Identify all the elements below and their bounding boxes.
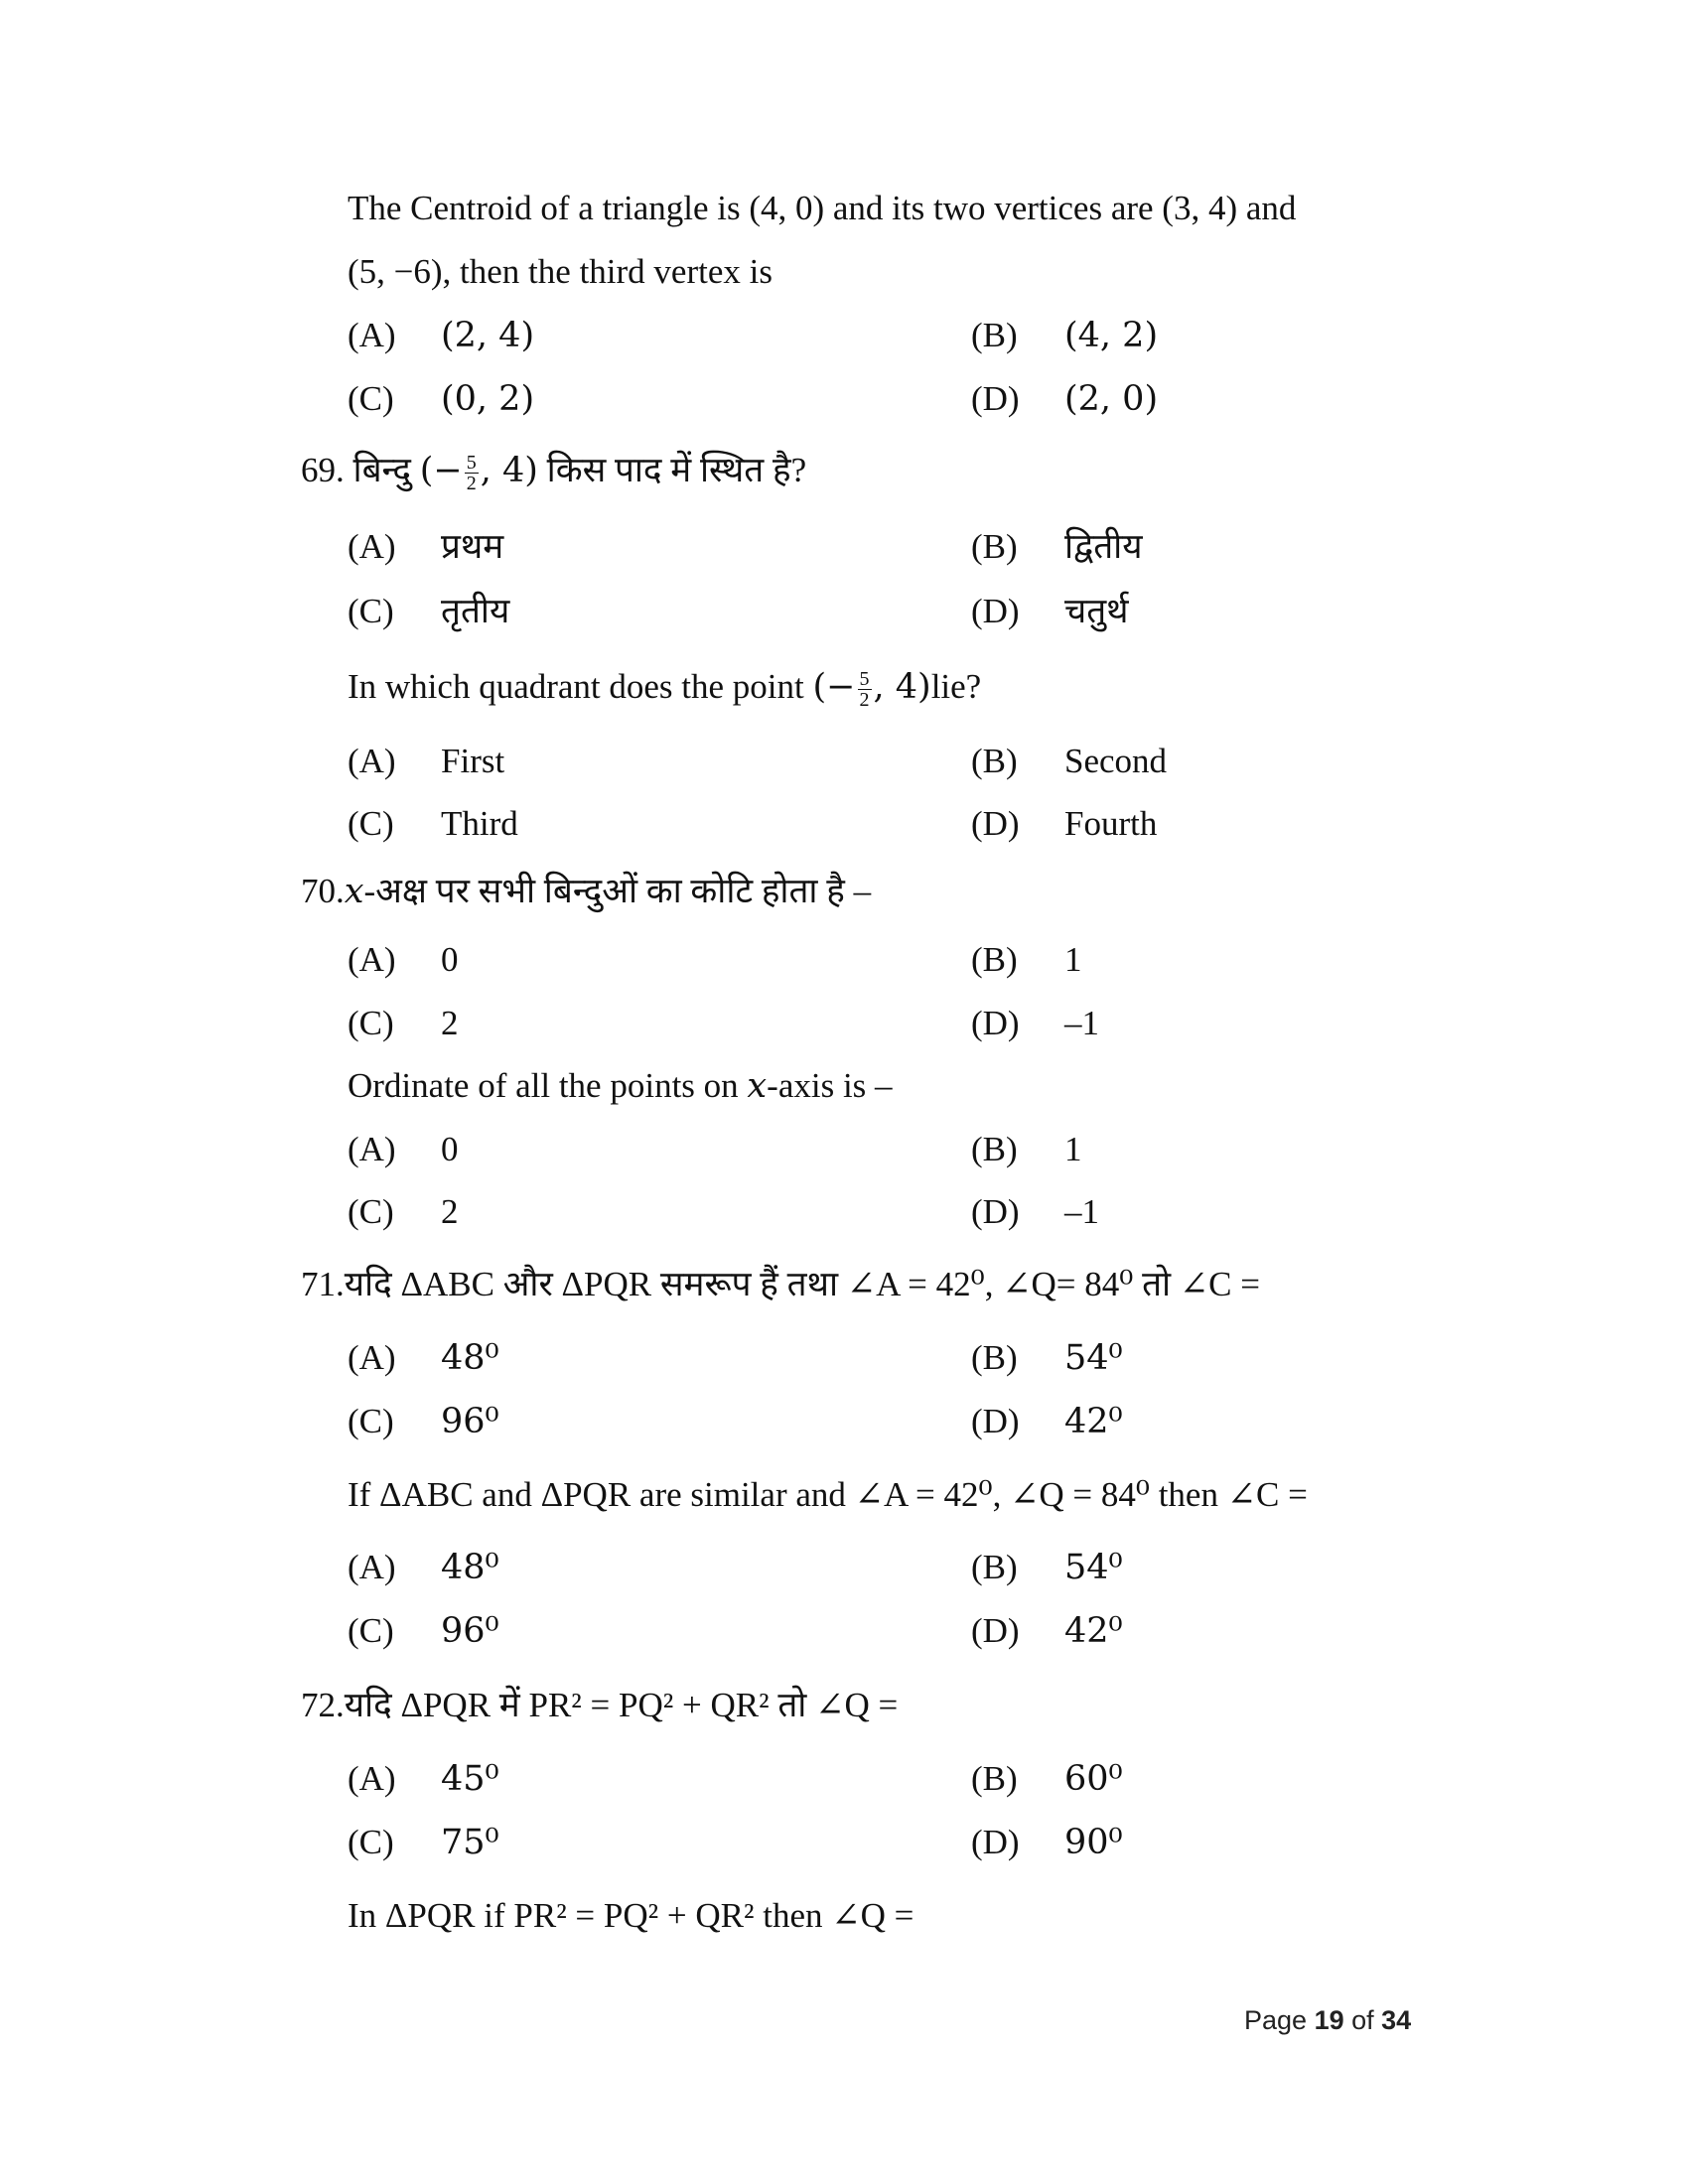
q71-hindi-stem: 71.यदि ΔABC और ΔPQR समरूप हैं तथा ∠A = 42⁰, ∠Q= 84⁰ तो ∠C = (301, 1265, 1261, 1303)
q72-hindi-stem: 72.यदि ΔPQR में PR² = PQ² + QR² तो ∠Q = (301, 1686, 899, 1724)
q72-english-stem: In ΔPQR if PR² = PQ² + QR² then ∠Q = (348, 1896, 914, 1935)
q69-hindi-stem: 69. बिन्दु (− $\frac{5}{2}$ , 4) किस पाद में स्थित है? (301, 451, 807, 495)
q70-hindi-stem: 70.x-अक्ष पर सभी बिन्दुओं का कोटि होता है – (301, 872, 872, 911)
question-number: 70. (301, 872, 345, 910)
question-number: 72. (301, 1686, 345, 1724)
question-number: 69. (301, 451, 345, 489)
fraction: $\frac{5}{2}$ (859, 668, 870, 712)
fraction: $\frac{5}{2}$ (466, 452, 477, 495)
q70-english-stem: Ordinate of all the points on x-axis is – (348, 1066, 893, 1106)
q69-english-stem: In which quadrant does the point (− $\frac{5}{2}$ , 4)lie? (348, 667, 982, 712)
question-number: 71. (301, 1265, 345, 1303)
q71-english-stem: If ΔABC and ΔPQR are similar and ∠A = 42⁰, ∠Q = 84⁰ then ∠C = (348, 1475, 1308, 1514)
page-number-footer: Page 19 of 34 (1244, 2005, 1412, 2035)
q68-stem-line1: The Centroid of a triangle is (4, 0) and its two vertices are (3, 4) and (348, 189, 1297, 227)
q68-stem-line2: (5, −6), then the third vertex is (348, 252, 773, 291)
